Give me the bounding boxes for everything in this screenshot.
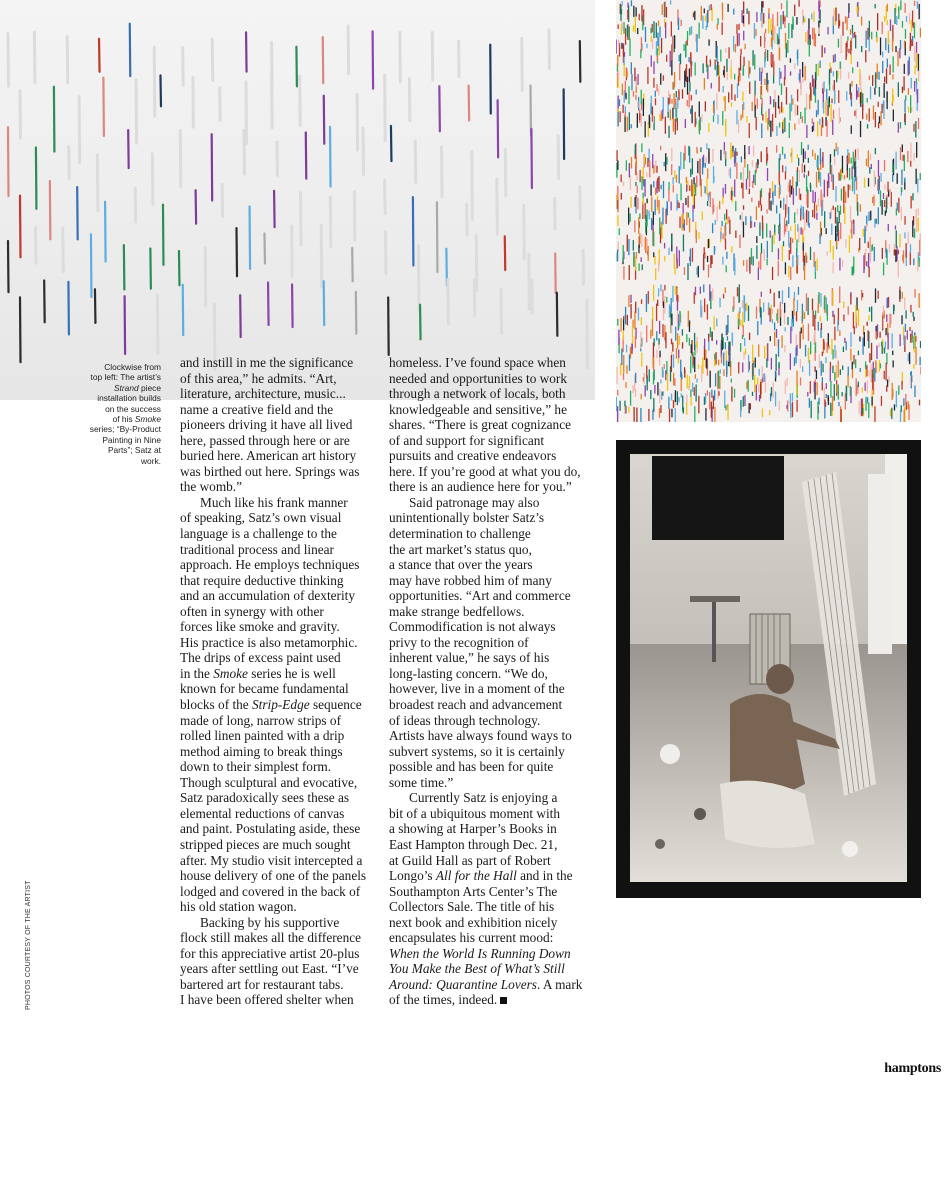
hanging-strand: [105, 202, 106, 262]
hanging-strand: [292, 284, 293, 327]
hanging-strand: [306, 133, 307, 179]
body-line: and paint. Postulating aside, these: [180, 821, 361, 837]
hanging-strand: [448, 279, 449, 323]
body-line: his old station wagon.: [180, 899, 297, 915]
by-product-painting-photo: [616, 0, 921, 422]
body-line: Though sculptural and evocative,: [180, 774, 358, 790]
body-line: forces like smoke and gravity.: [180, 619, 340, 635]
hanging-strand: [476, 235, 477, 290]
hanging-strand: [128, 130, 129, 168]
hanging-strand: [205, 248, 206, 306]
hanging-strand: [437, 202, 438, 272]
hanging-strand: [532, 280, 533, 313]
hanging-strand: [467, 204, 468, 235]
hanging-strand: [212, 39, 213, 80]
hanging-strand: [324, 281, 325, 325]
body-text: sequence: [309, 697, 362, 713]
hanging-strand: [77, 187, 78, 239]
hanging-strand: [277, 142, 278, 175]
body-line: was birthed out here. Springs was: [180, 463, 360, 479]
body-line: a showing at Harper’s Books in: [389, 821, 557, 837]
caption-line: [86, 383, 161, 393]
hanging-strand: [505, 236, 506, 270]
body-line: that require deductive thinking: [180, 572, 344, 588]
hanging-strand: [391, 126, 392, 161]
hanging-strand: [474, 280, 475, 316]
hanging-strand: [180, 131, 181, 187]
body-text: series he is well: [247, 665, 336, 681]
hanging-strand: [20, 91, 21, 139]
hanging-strand: [356, 292, 357, 334]
hanging-strand: [222, 184, 223, 216]
body-italic: You Make the Best of What’s Still: [389, 961, 565, 977]
caption-line: [86, 414, 161, 424]
body-line: His practice is also metamorphic.: [180, 634, 358, 650]
body-text: in the: [180, 665, 214, 681]
body-line: pursuits and creative endeavors: [389, 448, 557, 464]
hanging-strand: [583, 250, 584, 284]
hanging-strand: [330, 197, 331, 247]
hanging-strand: [498, 100, 499, 157]
body-line: Southampton Arts Center’s The: [389, 883, 558, 899]
hanging-strand: [330, 127, 331, 187]
article-column-1: [180, 355, 370, 1008]
by-product-painting-drips: [616, 0, 921, 422]
hanging-strand: [400, 32, 401, 82]
body-line: East Hampton through Dec. 21,: [389, 836, 558, 852]
body-line: approach. He employs techniques: [180, 557, 360, 573]
hanging-strand: [36, 227, 37, 263]
hanging-strand: [529, 254, 530, 309]
body-line: and an accumulation of dexterity: [180, 588, 356, 604]
body-line: [389, 992, 579, 1008]
body-line: knowledgeable and sensitive,” he: [389, 401, 567, 417]
body-line: language is a challenge to the: [180, 526, 337, 542]
body-line: method aiming to break things: [180, 743, 343, 759]
hanging-strand: [193, 77, 194, 127]
body-line: I have been offered shelter when: [180, 992, 354, 1008]
body-line: and instill in me the significance: [180, 355, 354, 370]
body-line: opportunities. “Art and commerce: [389, 588, 571, 604]
hanging-strand: [240, 295, 241, 337]
body-line: stripped pieces are much sought: [180, 836, 351, 852]
hanging-strand: [439, 86, 440, 131]
hanging-strand: [8, 34, 9, 86]
body-line: here, passed through here or are: [180, 432, 350, 448]
body-line: flock still makes all the difference: [180, 930, 362, 946]
hanging-strand: [555, 253, 556, 293]
body-line: name a creative field and the: [180, 401, 334, 417]
hanging-strand: [50, 181, 51, 239]
hanging-strand: [557, 293, 558, 336]
hanging-strand: [154, 47, 155, 116]
body-line: [389, 946, 579, 962]
body-line: [180, 697, 370, 713]
hanging-strand: [95, 289, 96, 323]
hanging-strand: [246, 82, 247, 144]
hanging-strand: [150, 248, 151, 288]
magazine-folio: hamptons: [884, 1061, 941, 1076]
hanging-strand: [183, 48, 184, 86]
hanging-strand: [505, 149, 506, 195]
hanging-strand: [34, 32, 35, 82]
body-line: unintentionally bolster Satz’s: [389, 510, 545, 526]
hanging-strand: [212, 134, 213, 200]
body-line: broadest reach and advancement: [389, 697, 563, 713]
caption-line: Clockwise from: [104, 362, 161, 372]
hanging-strand: [152, 154, 153, 205]
hanging-strand: [385, 232, 386, 274]
body-line: literature, architecture, music...: [180, 386, 346, 402]
body-text: Longo’s: [389, 868, 436, 884]
hanging-strand: [292, 226, 293, 276]
hanging-strand: [432, 33, 433, 81]
body-line: the womb.”: [180, 479, 243, 495]
body-line: for this appreciative artist 20-plus: [180, 945, 360, 961]
body-line: [389, 976, 583, 993]
hanging-strand: [63, 228, 64, 271]
hanging-strand: [323, 37, 324, 83]
body-line: through a network of locals, both: [389, 386, 566, 402]
body-line: Backing by his supportive: [200, 914, 340, 930]
hanging-strand: [157, 295, 158, 353]
strand-installation-photo: [0, 0, 595, 400]
hanging-strand: [301, 193, 302, 246]
body-line: possible and has been for quite: [389, 759, 554, 775]
hanging-strand: [296, 47, 297, 87]
body-line: at Guild Hall as part of Robert: [389, 852, 551, 868]
hanging-strand: [179, 251, 180, 285]
hanging-strand: [373, 31, 374, 88]
hanging-strand: [236, 228, 237, 276]
hanging-strand: [348, 26, 349, 74]
body-line: Currently Satz is enjoying a: [409, 790, 558, 806]
hanging-strand: [324, 96, 325, 144]
body-line: rolled linen painted with a drip: [180, 728, 345, 744]
body-line: Said patronage may also: [409, 494, 540, 510]
hanging-strand: [268, 282, 269, 324]
caption-italic: Strand: [113, 382, 139, 393]
body-line: subvert systems, so it is certainly: [389, 743, 565, 759]
hanging-strand: [36, 148, 37, 209]
body-line: long-lasting concern. “We do,: [389, 665, 548, 681]
body-line: house delivery of one of the panels: [180, 868, 367, 884]
hanging-strand: [67, 37, 68, 83]
body-line: of this area,” he admits. “Art,: [180, 370, 337, 386]
body-line: encapsulates his current mood:: [389, 930, 554, 946]
hanging-strand: [274, 191, 275, 227]
hanging-strand: [442, 147, 443, 197]
satz-at-work-photo: [616, 440, 921, 898]
hanging-strand: [300, 76, 301, 125]
body-line: needed and opportunities to work: [389, 370, 567, 386]
body-line: often in synergy with other: [180, 603, 324, 619]
hanging-strand: [587, 300, 588, 368]
body-italic: When the World Is Running Down: [389, 945, 571, 961]
body-line: years after settling out East. “I’ve: [180, 961, 359, 977]
body-line: traditional process and linear: [180, 541, 334, 557]
hanging-strand: [68, 282, 69, 335]
hanging-strand: [135, 189, 136, 222]
body-line: inherent value,” he says of his: [389, 650, 550, 666]
body-line: homeless. I’ve found space when: [389, 355, 566, 370]
hanging-strand: [264, 234, 265, 264]
hanging-strand: [321, 226, 322, 287]
article-column-2: [389, 355, 583, 1008]
hanging-strand: [531, 129, 532, 188]
hanging-strand: [385, 180, 386, 214]
body-line: however, live in a moment of the: [389, 681, 565, 697]
body-line: of ideas through technology.: [389, 712, 541, 728]
body-line: elemental reductions of canvas: [180, 805, 345, 821]
hanging-strand: [530, 85, 531, 135]
hanging-strand: [103, 78, 104, 136]
hanging-strand: [44, 280, 45, 322]
hanging-strand: [415, 141, 416, 182]
hanging-strand: [419, 246, 420, 311]
body-text: . A mark: [536, 976, 583, 992]
hanging-strand: [354, 192, 355, 240]
body-line: Commodification is not always: [389, 619, 556, 635]
body-line: The drips of excess paint used: [180, 650, 341, 666]
hanging-strand: [555, 198, 556, 229]
hanging-strand: [250, 206, 251, 269]
hanging-strand: [409, 79, 410, 121]
hanging-strand: [69, 147, 70, 179]
hanging-strand: [196, 190, 197, 223]
hanging-strand: [564, 89, 565, 159]
caption-line: series; “By-Product: [89, 424, 161, 435]
body-line: bartered art for restaurant tabs.: [180, 976, 344, 992]
hanging-strand: [501, 290, 502, 334]
body-line: Much like his frank manner: [200, 494, 348, 510]
hanging-strand: [124, 245, 125, 289]
hanging-strand: [352, 248, 353, 281]
hanging-strand: [8, 241, 9, 292]
caption-text: of his: [112, 414, 135, 425]
body-italic: Around: Quarantine Lovers: [389, 976, 537, 992]
hanging-strand: [357, 95, 358, 151]
hanging-strand: [580, 187, 581, 219]
body-italic: Smoke: [213, 665, 248, 681]
body-line: [389, 868, 579, 884]
body-line: pioneers driving it have all lived: [180, 417, 353, 433]
studio-scene: [630, 454, 907, 882]
body-line: [180, 666, 370, 682]
hanging-strand: [558, 136, 559, 179]
body-line: Satz paradoxically sees these as: [180, 790, 350, 806]
body-italic: Strip-Edge: [252, 697, 310, 713]
body-line: make strange bedfellows.: [389, 603, 525, 619]
body-line: lodged and covered in the back of: [180, 883, 361, 899]
hanging-strand: [136, 80, 137, 143]
body-line: after. My studio visit intercepted a: [180, 852, 363, 868]
hanging-strand: [363, 128, 364, 174]
hanging-strand: [469, 86, 470, 121]
caption-line: installation builds: [97, 393, 161, 404]
body-line: some time.”: [389, 774, 454, 790]
hanging-strand: [272, 73, 273, 128]
hanging-strand: [459, 41, 460, 76]
hanging-strand: [413, 197, 414, 265]
hanging-strand: [130, 24, 131, 76]
body-text: blocks of the: [180, 697, 253, 713]
hanging-strand: [183, 285, 184, 335]
hanging-strand: [497, 179, 498, 234]
body-text: of the times, indeed.: [389, 992, 498, 1008]
hanging-strand: [163, 205, 164, 265]
body-line: of speaking, Satz’s own visual: [180, 510, 342, 526]
body-line: privy to the recognition of: [389, 634, 529, 650]
hanging-strand: [160, 75, 161, 106]
caption-italic: Smoke: [134, 414, 161, 425]
body-line: known for became fundamental: [180, 681, 349, 697]
hanging-strand: [20, 196, 21, 258]
strand-hanging-strands: [0, 0, 595, 400]
hanging-strand: [8, 127, 9, 196]
body-line: Collectors Sale. The title of his: [389, 899, 555, 915]
photo-caption: [86, 362, 161, 466]
hanging-strand: [524, 205, 525, 259]
body-line: Artists have always found ways to: [389, 728, 572, 744]
hanging-strand: [420, 305, 421, 340]
caption-line: on the success: [105, 403, 161, 414]
body-line: made of long, narrow strips of: [180, 712, 342, 728]
caption-line: Parts”; Satz at work.: [107, 445, 161, 466]
hanging-strand: [246, 32, 247, 71]
studio-photo-inner: [630, 454, 907, 882]
caption-text: piece: [138, 382, 161, 393]
hanging-strand: [220, 88, 221, 121]
hanging-strand: [97, 155, 98, 211]
body-line: there is an audience here for you.”: [389, 479, 572, 495]
body-line: buried here. American art history: [180, 448, 357, 464]
body-text: and in the: [516, 868, 573, 884]
body-line: determination to challenge: [389, 526, 531, 542]
hanging-strand: [20, 297, 21, 362]
photo-credit: PHOTOS COURTESY OF THE ARTIST: [25, 880, 32, 1010]
body-line: the art market’s status quo,: [389, 541, 532, 557]
body-line: of and support for significant: [389, 432, 545, 448]
body-line: next book and exhibition nicely: [389, 914, 558, 930]
hanging-strand: [79, 97, 80, 163]
body-line: bit of a ubiquitous moment with: [389, 805, 561, 821]
caption-line: Painting in Nine: [102, 434, 161, 445]
hanging-strand: [91, 234, 92, 297]
hanging-strand: [549, 30, 550, 69]
hanging-strand: [54, 87, 55, 152]
body-line: shares. “There is great cognizance: [389, 417, 571, 433]
hanging-strand: [580, 41, 581, 82]
end-mark-icon: [500, 997, 507, 1004]
body-italic: All for the Hall: [435, 868, 517, 884]
body-line: here. If you’re good at what you do,: [389, 463, 581, 479]
body-line: a stance that over the years: [389, 557, 533, 573]
body-line: down to their simplest form.: [180, 759, 332, 775]
hanging-strand: [472, 152, 473, 220]
body-line: may have robbed him of many: [389, 572, 552, 588]
caption-line: top left: The artist’s: [90, 372, 161, 383]
hanging-strand: [125, 296, 126, 354]
hanging-strand: [99, 39, 100, 72]
hanging-strand: [490, 45, 491, 114]
hanging-strand: [244, 130, 245, 174]
hanging-strand: [385, 75, 386, 140]
body-line: [389, 961, 579, 977]
hanging-strand: [388, 297, 389, 354]
hanging-strand: [522, 38, 523, 90]
